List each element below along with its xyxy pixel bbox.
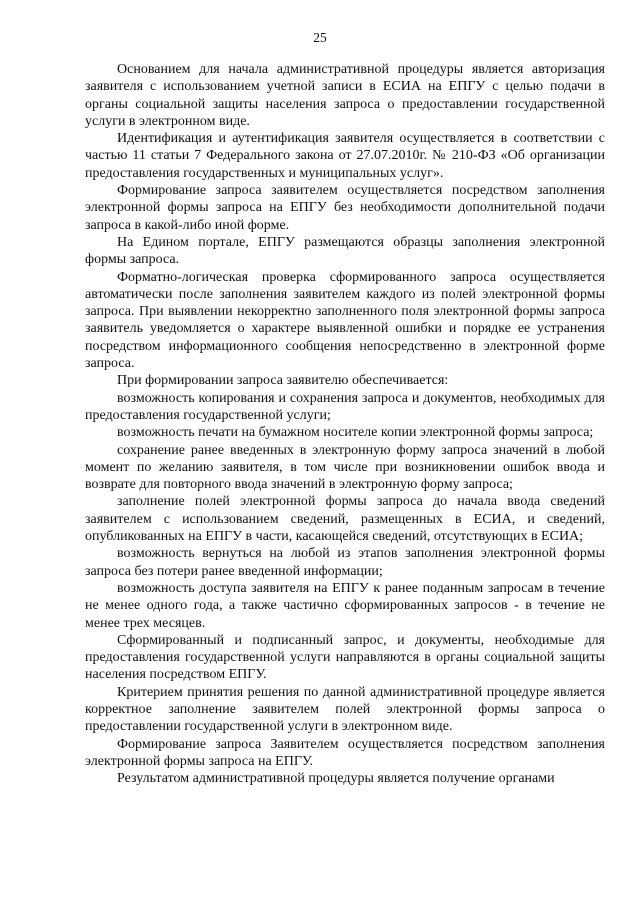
paragraph-provisions-intro: При формировании запроса заявителю обеспечивается:	[117, 373, 449, 389]
list-item-copy-save: возможность копирования и сохранения запроса и документов, необходимых для предоставления государственной услуги;	[85, 390, 605, 423]
paragraph-applicant-formation: Формирование запроса Заявителем осуществляется посредством заполнения электронной формы запроса на ЕПГУ.	[85, 736, 605, 769]
list-item-access-requests: возможность доступа заявителя на ЕПГУ к ранее поданным запросам в течение не менее одного года, а также частично сформированных запросов - в течение не менее трех месяцев.	[85, 580, 605, 631]
list-item-save-values: сохранение ранее введенных в электронную форму запроса значений в любой момент по желанию заявителя, в том числе при возникновении ошибок ввода и возврате для повторного ввода значений в электронную форму запроса;	[85, 442, 605, 493]
list-item-print: возможность печати на бумажном носителе копии электронной формы запроса;	[117, 425, 594, 441]
list-item-prefill: заполнение полей электронной формы запроса до начала ввода сведений заявителем с использованием сведений, размещенных в ЕСИА, и сведений, опубликованных на ЕПГУ в части, касающейся сведений, отсутствующих в ЕСИА;	[85, 494, 605, 545]
paragraph-result: Результатом административной процедуры является получение органами	[117, 771, 555, 787]
paragraph-request-formation: Формирование запроса заявителем осуществляется посредством заполнения электронной формы запроса на ЕПГУ без необходимости дополнительной подачи запроса в какой-либо иной форме.	[85, 183, 605, 233]
paragraph-samples: На Едином портале, ЕПГУ размещаются образцы заполнения электронной формы запроса.	[85, 234, 605, 268]
paragraph-basis: Основанием для начала административной процедуры является авторизация заявителя с использованием учетной записи в ЕСИА на ЕПГУ с целью подачи в органы социальной защиты населения запроса о предоставлении государственной услуги в электронном виде.	[85, 62, 605, 129]
page-number: 25	[313, 30, 327, 45]
paragraph-identification: Идентификация и аутентификация заявителя осуществляется в соответствии с частью 11 статьи 7 Федерального закона от 27.07.2010г. № 210-ФЗ «Об организации предоставления государственных и муниципальных услуг».	[85, 131, 605, 181]
list-item-return-to-step: возможность вернуться на любой из этапов заполнения электронной формы запроса без потери ранее введенной информации;	[85, 546, 605, 579]
paragraph-decision-criterion: Критерием принятия решения по данной административной процедуре является корректное заполнение заявителем полей электронной формы запроса о предоставлении государственной услуги в электронном виде.	[85, 684, 605, 735]
paragraph-submission: Сформированный и подписанный запрос, и документы, необходимые для предоставления государственной услуги направляются в органы социальной защиты населения посредством ЕПГУ.	[85, 632, 605, 683]
paragraph-format-check: Форматно-логическая проверка сформированного запроса осуществляется автоматически после заполнения заявителем каждого из полей электронной формы запроса. При выявлении некорректно заполненного поля электронной формы запроса заявитель уведомляется о характере выявленной ошибки и порядке ее устранения посредством информационного сообщения непосредственно в электронной форме запроса.	[85, 269, 605, 372]
document-body	[85, 61, 605, 787]
